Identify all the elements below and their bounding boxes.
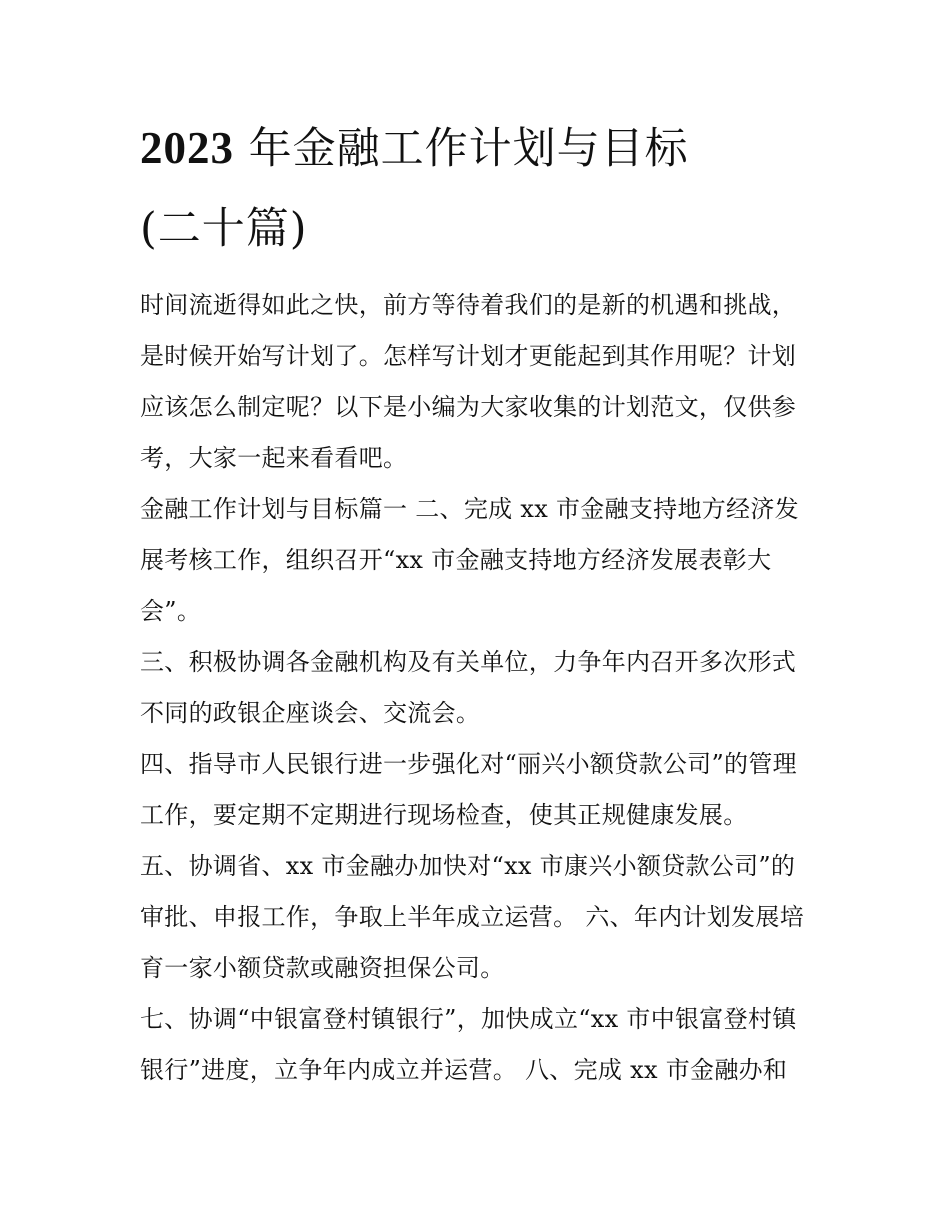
paragraph-item-5: 五、协调省、xx 市金融办加快对“xx 市康兴小额贷款公司”的审批、申报工作，争取上半年成立运营。 六、年内计划发展培育一家小额贷款或融资担保公司。: [140, 852, 805, 982]
title-line-2: (二十篇): [140, 204, 308, 254]
title-text: 年金融工作计划与目标: [248, 124, 689, 174]
document-body: [140, 118, 812, 1096]
paragraph-item-2: 金融工作计划与目标篇一 二、完成 xx 市金融支持地方经济发展考核工作，组织召开“xx 市金融支持地方经济发展表彰大会”。: [140, 495, 799, 625]
paragraph-item-7: 七、协调“中银富登村镇银行”，加快成立“xx 市中银富登村镇银行”进度，立争年内成立并运营。 八、完成 xx 市金融办和: [140, 1005, 797, 1084]
paragraph-item-4: 四、指导市人民银行进一步强化对“丽兴小额贷款公司”的管理工作，要定期不定期进行现场检查，使其正规健康发展。: [140, 750, 797, 829]
document-title: [140, 118, 812, 280]
paragraph-intro: 时间流逝得如此之快，前方等待着我们的是新的机遇和挑战，是时候开始写计划了。怎样写计划才更能起到其作用呢？计划应该怎么制定呢？以下是小编为大家收集的计划范文，仅供参考，大家一起来看看吧。: [140, 291, 797, 472]
title-year: 2023: [140, 123, 234, 173]
title-line-1: [140, 118, 812, 199]
paragraph-item-3: 三、积极协调各金融机构及有关单位，力争年内召开多次形式不同的政银企座谈会、交流会。: [140, 648, 797, 727]
